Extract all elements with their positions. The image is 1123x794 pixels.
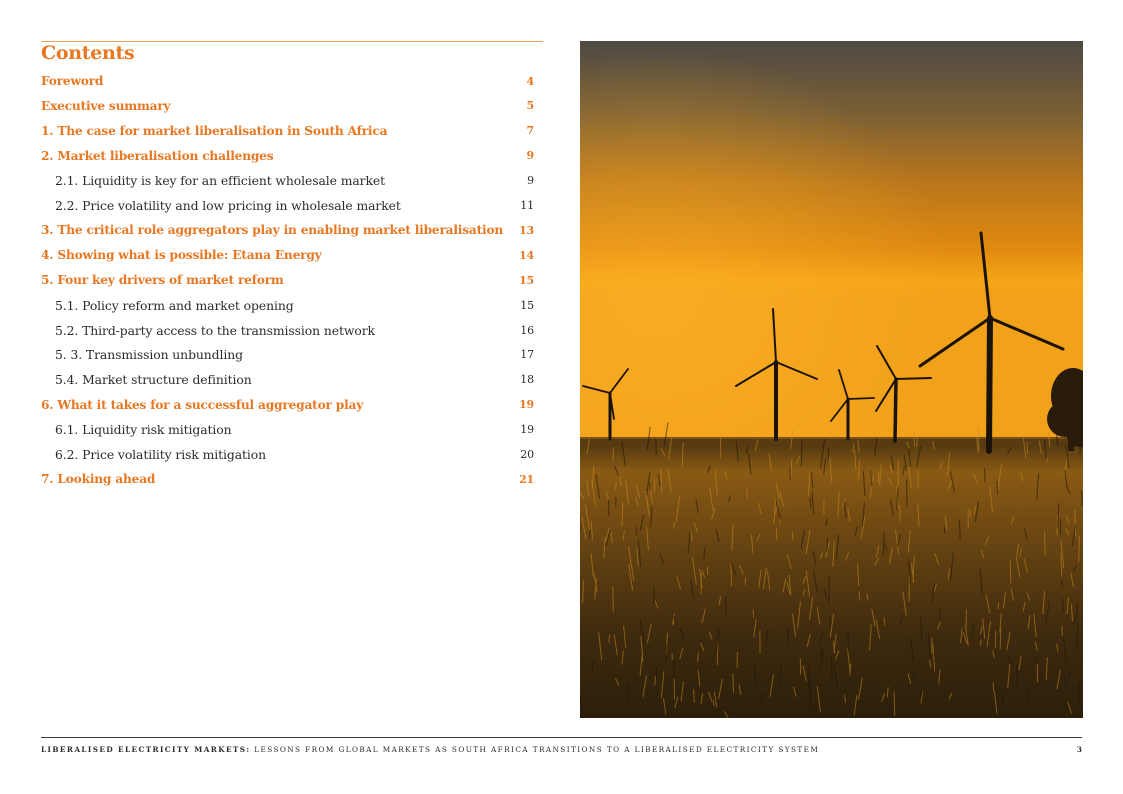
page-footer bbox=[41, 745, 1082, 754]
toc-section-entry[interactable] bbox=[41, 244, 534, 266]
toc-entry-label: 5. 3. Transmission unbundling bbox=[55, 347, 243, 363]
footer-rule bbox=[41, 737, 1082, 738]
toc-entry-label: 2.1. Liquidity is key for an efficient wholesale market bbox=[55, 173, 386, 189]
toc-entry-label: 5. Four key drivers of market reform bbox=[41, 273, 284, 288]
toc-subsection-entry[interactable] bbox=[41, 344, 534, 366]
page-number: 3 bbox=[1076, 745, 1082, 754]
toc-subsection-entry[interactable] bbox=[41, 369, 534, 391]
toc-subsection-entry[interactable] bbox=[41, 170, 534, 192]
toc-section-entry[interactable] bbox=[41, 394, 534, 416]
toc-entry-page-number: 15 bbox=[520, 298, 534, 312]
toc-entry-label: 5.1. Policy reform and market opening bbox=[55, 297, 294, 313]
toc-entry-label: 2.2. Price volatility and low pricing in wholesale market bbox=[55, 198, 401, 213]
toc-section-entry[interactable] bbox=[41, 120, 534, 142]
toc-section-entry[interactable] bbox=[41, 145, 534, 167]
toc-subsection-entry[interactable] bbox=[41, 319, 534, 341]
toc-entry-label: Executive summary bbox=[41, 98, 171, 113]
toc-entry-label: 6.1. Liquidity risk mitigation bbox=[55, 422, 232, 438]
toc-subsection-entry[interactable] bbox=[41, 419, 534, 441]
toc-entry-page-number: 20 bbox=[520, 448, 534, 461]
toc-section-entry[interactable] bbox=[41, 269, 534, 291]
contents-title: Contents bbox=[41, 42, 135, 64]
toc-entry-label: 5.2. Third-party access to the transmission network bbox=[55, 322, 375, 338]
toc-entry-page-number: 18 bbox=[520, 373, 534, 387]
toc-entry-page-number: 19 bbox=[520, 423, 534, 437]
toc-entry-page-number: 14 bbox=[519, 248, 534, 262]
toc-subsection-entry[interactable] bbox=[41, 444, 534, 466]
toc-entry-page-number: 19 bbox=[519, 398, 534, 412]
toc-entry-page-number: 11 bbox=[520, 199, 534, 212]
toc-entry-page-number: 7 bbox=[526, 124, 534, 138]
toc-entry-label: 6. What it takes for a successful aggregator play bbox=[41, 397, 364, 412]
toc-entry-page-number: 4 bbox=[526, 74, 534, 88]
toc-entry-label: 5.4. Market structure definition bbox=[55, 372, 252, 388]
toc-entry-page-number: 17 bbox=[520, 348, 534, 362]
toc-subsection-entry[interactable] bbox=[41, 294, 534, 316]
toc-entry-page-number: 16 bbox=[520, 323, 534, 337]
toc-entry-page-number: 9 bbox=[526, 149, 534, 163]
footer-subtitle: LESSONS FROM GLOBAL MARKETS AS SOUTH AFRICA TRANSITIONS TO A LIBERALISED ELECTRICITY SYSTEM bbox=[250, 745, 820, 754]
toc-entry-page-number: 13 bbox=[519, 223, 534, 237]
toc-entry-label: 6.2. Price volatility risk mitigation bbox=[55, 447, 266, 462]
toc-section-entry[interactable] bbox=[41, 70, 534, 92]
toc-section-entry[interactable] bbox=[41, 219, 534, 241]
toc-entry-label: 4. Showing what is possible: Etana Energy bbox=[41, 248, 322, 263]
toc-section-entry[interactable] bbox=[41, 95, 534, 117]
toc-entry-page-number: 21 bbox=[519, 472, 534, 486]
toc-entry-label: Foreword bbox=[41, 74, 104, 88]
toc-entry-label: 3. The critical role aggregators play in enabling market liberalisation bbox=[41, 223, 504, 238]
toc-entry-label: 7. Looking ahead bbox=[41, 472, 156, 487]
wind-turbines-photo bbox=[580, 41, 1083, 718]
toc-entry-page-number: 9 bbox=[527, 174, 534, 188]
toc-entry-page-number: 5 bbox=[526, 99, 534, 113]
toc-section-entry[interactable] bbox=[41, 468, 534, 490]
toc-entry-label: 2. Market liberalisation challenges bbox=[41, 148, 274, 163]
toc-subsection-entry[interactable] bbox=[41, 195, 534, 217]
toc-entry-label: 1. The case for market liberalisation in South Africa bbox=[41, 123, 388, 138]
toc-entry-page-number: 15 bbox=[519, 273, 534, 287]
footer-publication-title: LIBERALISED ELECTRICITY MARKETS: bbox=[41, 745, 251, 754]
